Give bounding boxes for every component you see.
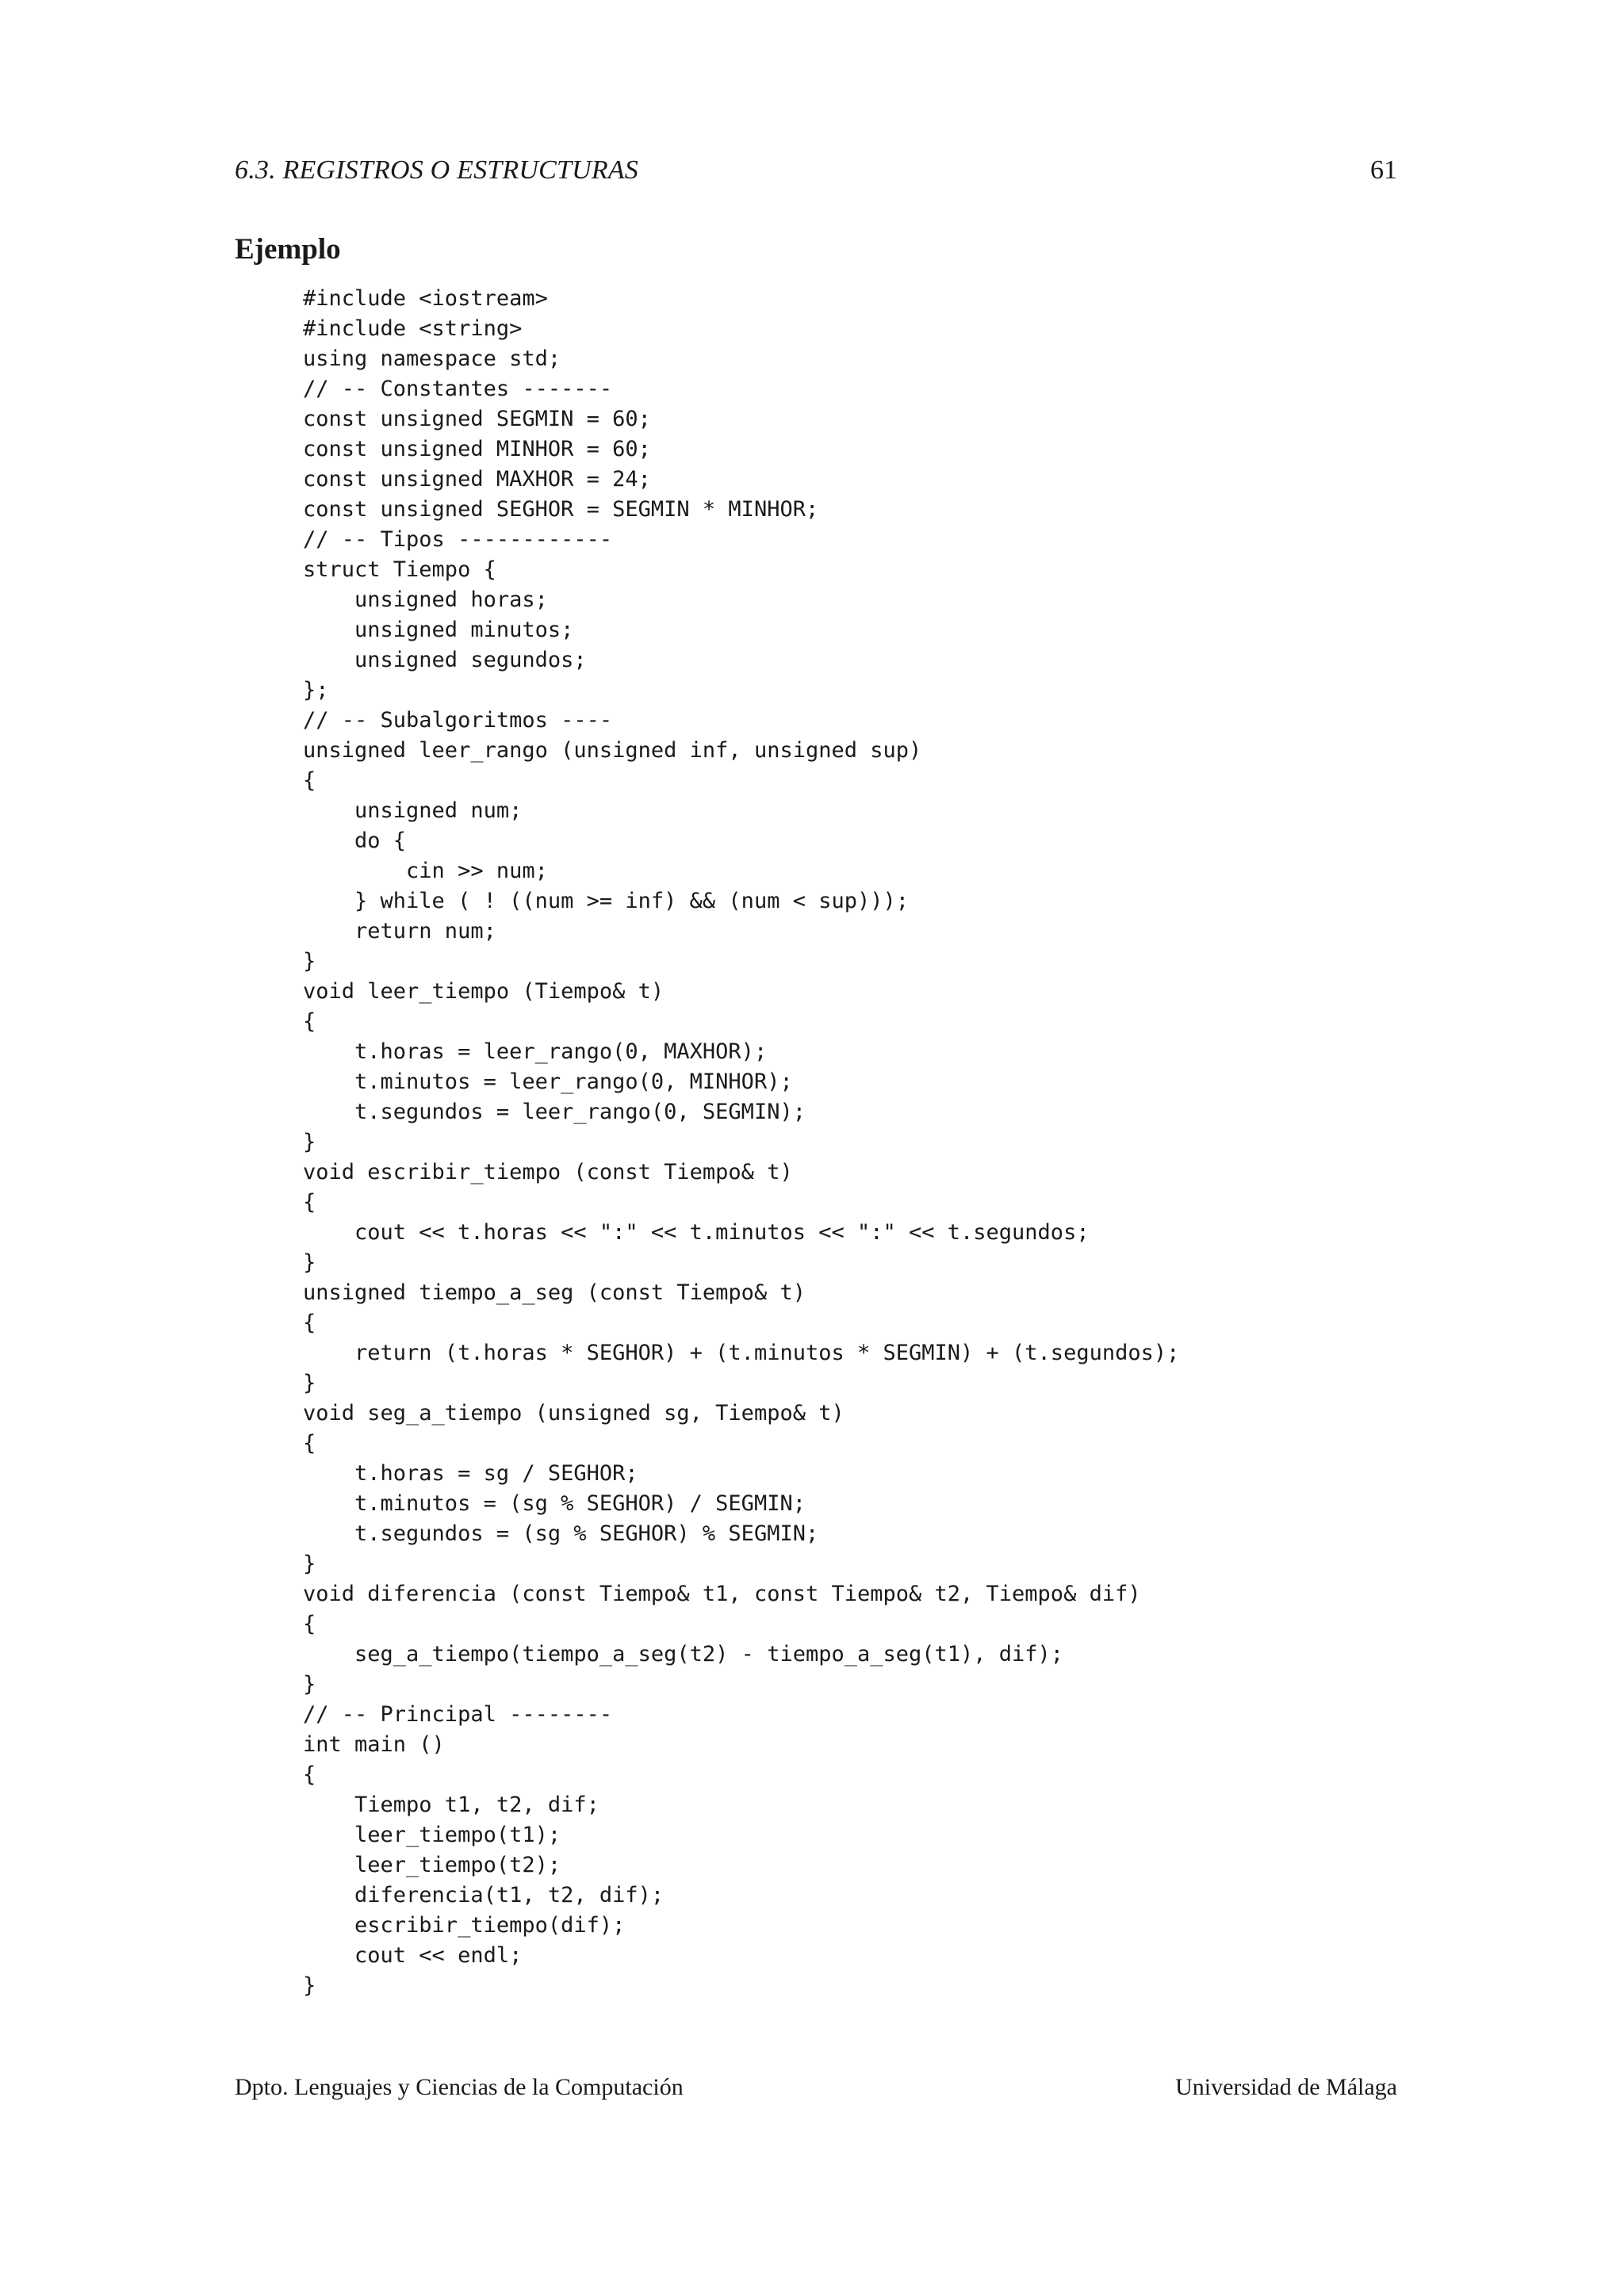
code-line: // -- Tipos ------------: [303, 527, 613, 552]
code-line: t.segundos = leer_rango(0, SEGMIN);: [303, 1100, 806, 1124]
code-line: void diferencia (const Tiempo& t1, const Tiempo& t2, Tiempo& dif): [303, 1582, 1141, 1606]
code-line: Tiempo t1, t2, dif;: [303, 1793, 599, 1817]
code-line: {: [303, 1190, 316, 1215]
code-line: cout << t.horas << ":" << t.minutos << ":" << t.segundos;: [303, 1220, 1090, 1245]
code-line: struct Tiempo {: [303, 557, 496, 582]
code-line: t.horas = leer_rango(0, MAXHOR);: [303, 1039, 768, 1064]
footer-university: Universidad de Málaga: [1175, 2074, 1397, 2100]
code-line: unsigned horas;: [303, 587, 548, 612]
code-line: const unsigned SEGMIN = 60;: [303, 407, 651, 431]
code-line: t.segundos = (sg % SEGHOR) % SEGMIN;: [303, 1521, 819, 1546]
code-line: }: [303, 1552, 316, 1576]
footer-department: Dpto. Lenguajes y Ciencias de la Computación: [235, 2074, 684, 2100]
code-line: diferencia(t1, t2, dif);: [303, 1883, 665, 1908]
code-line: return num;: [303, 919, 496, 943]
code-line: unsigned num;: [303, 798, 523, 823]
code-line: }: [303, 1973, 316, 1998]
code-line: t.minutos = leer_rango(0, MINHOR);: [303, 1070, 793, 1094]
code-line: // -- Subalgoritmos ----: [303, 708, 613, 733]
code-line: cout << endl;: [303, 1943, 523, 1968]
code-line: int main (): [303, 1732, 445, 1757]
code-line: #include <string>: [303, 316, 523, 341]
code-line: return (t.horas * SEGHOR) + (t.minutos * SEGMIN) + (t.segundos);: [303, 1341, 1180, 1365]
running-head-title: 6.3. REGISTROS O ESTRUCTURAS: [235, 155, 638, 185]
code-line: void leer_tiempo (Tiempo& t): [303, 979, 665, 1004]
code-line: }: [303, 1250, 316, 1275]
code-line: }: [303, 1672, 316, 1697]
code-line: unsigned segundos;: [303, 648, 587, 672]
code-line: unsigned leer_rango (unsigned inf, unsigned sup): [303, 738, 922, 763]
code-line: escribir_tiempo(dif);: [303, 1913, 626, 1938]
code-line: {: [303, 1311, 316, 1335]
code-line: {: [303, 1612, 316, 1636]
code-line: unsigned minutos;: [303, 618, 574, 642]
section-heading: Ejemplo: [235, 233, 341, 266]
code-line: t.horas = sg / SEGHOR;: [303, 1461, 638, 1486]
code-line: leer_tiempo(t1);: [303, 1823, 561, 1847]
code-line: } while ( ! ((num >= inf) && (num < sup)));: [303, 889, 910, 913]
code-line: {: [303, 1009, 316, 1034]
page-number: 61: [1370, 155, 1397, 185]
code-line: using namespace std;: [303, 346, 561, 371]
code-line: cin >> num;: [303, 859, 548, 883]
code-line: do {: [303, 828, 407, 853]
code-line: #include <iostream>: [303, 286, 548, 311]
code-line: {: [303, 1762, 316, 1787]
code-line: }: [303, 949, 316, 974]
code-line: const unsigned SEGHOR = SEGMIN * MINHOR;: [303, 497, 819, 522]
code-line: {: [303, 768, 316, 793]
code-line: }: [303, 1371, 316, 1395]
code-listing: [303, 284, 1179, 2001]
code-line: t.minutos = (sg % SEGHOR) / SEGMIN;: [303, 1491, 806, 1516]
code-line: void escribir_tiempo (const Tiempo& t): [303, 1160, 793, 1184]
code-line: {: [303, 1431, 316, 1456]
code-line: // -- Constantes -------: [303, 377, 613, 401]
code-line: }: [303, 1130, 316, 1154]
code-line: leer_tiempo(t2);: [303, 1853, 561, 1877]
code-line: void seg_a_tiempo (unsigned sg, Tiempo& t): [303, 1401, 845, 1425]
code-line: unsigned tiempo_a_seg (const Tiempo& t): [303, 1280, 806, 1305]
code-line: seg_a_tiempo(tiempo_a_seg(t2) - tiempo_a_seg(t1), dif);: [303, 1642, 1064, 1667]
code-line: const unsigned MINHOR = 60;: [303, 437, 651, 461]
code-line: const unsigned MAXHOR = 24;: [303, 467, 651, 492]
code-line: // -- Principal --------: [303, 1702, 613, 1727]
code-line: };: [303, 678, 329, 702]
